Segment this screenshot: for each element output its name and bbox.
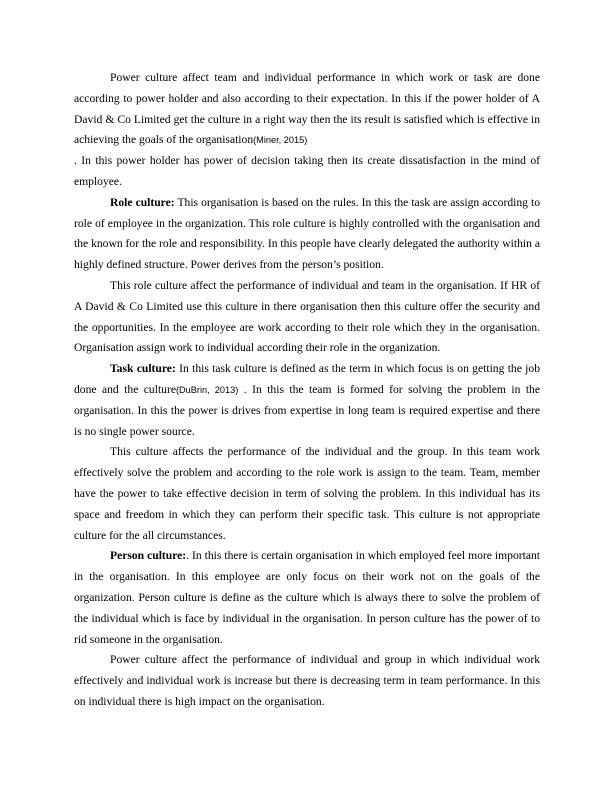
citation-miner: (Miner, 2015) bbox=[253, 135, 308, 146]
paragraph-text: This role culture affect the performance of individual and team in the organisation. If HR of A David & Co Limited use this culture in there organisation then this culture offer the security and the opportunities. In the employee are work according to their role which they in the organisation. Organisation assign work to individual according their role in the organization. bbox=[74, 278, 540, 355]
heading-task-culture: Task culture: bbox=[110, 362, 176, 376]
paragraph-text: . In this there is certain organisation in which employed feel more important in the organisation. In this employee are only focus on their work not on the goals of the organization. Person culture is define as the culture which is always there to solve the problem of the individual which is face by individual in the organisation. In person culture has the power of to rid someone in the organisation. bbox=[74, 549, 540, 646]
paragraph-text: . In this power holder has power of decision taking then its create dissatisfaction in the mind of employee. bbox=[74, 154, 540, 188]
document-body bbox=[74, 68, 540, 713]
paragraph-task-culture-effect bbox=[74, 442, 540, 546]
heading-role-culture: Role culture: bbox=[110, 195, 175, 209]
paragraph-power-culture-conclusion bbox=[74, 650, 540, 712]
paragraph-text: This culture affects the performance of the individual and the group. In this team work effectively solve the problem and according to the role work is assign to the team. Team, member have the power to take effective decision in term of solving the problem. In this individual has its space and freedom in which they can perform their specific task. This culture is not appropriate culture for the all circumstances. bbox=[74, 445, 540, 542]
paragraph-text: This organisation is based on the rules. In this the task are assign according to role of employee in the organization. This role culture is highly controlled with the organisation and the known for the role and responsibility. In this people have clearly delegated the authority within a highly defined structure. Power derives from the person’s position. bbox=[74, 195, 540, 272]
paragraph-power-holder-decision bbox=[74, 151, 540, 193]
paragraph-task-culture bbox=[74, 359, 540, 442]
paragraph-person-culture bbox=[74, 546, 540, 650]
paragraph-text: Power culture affect team and individual performance in which work or task are done according to power holder and also according to their expectation. In this if the power holder of A David & Co Limited get the culture in a right way then the its result is satisfied which is effective in achieving the goals of the organisation bbox=[74, 71, 540, 147]
paragraph-role-culture bbox=[74, 193, 540, 276]
citation-dubrin: (DuBrin, 2013) bbox=[175, 384, 239, 395]
heading-person-culture: Person culture: bbox=[110, 549, 187, 563]
paragraph-power-culture-intro bbox=[74, 68, 540, 151]
paragraph-text: In this task culture is defined as the term in which focus is on getting the job done and the culture bbox=[74, 362, 540, 396]
paragraph-role-culture-effect bbox=[74, 276, 540, 359]
paragraph-text: Power culture affect the performance of individual and group in which individual work effectively and individual work is increase but there is decreasing term in team performance. In this on individual there is high impact on the organisation. bbox=[74, 653, 540, 708]
paragraph-text: . In this the team is formed for solving the problem in the organisation. In this the power is drives from expertise in long team is required expertise and there is no single power source. bbox=[74, 382, 541, 438]
